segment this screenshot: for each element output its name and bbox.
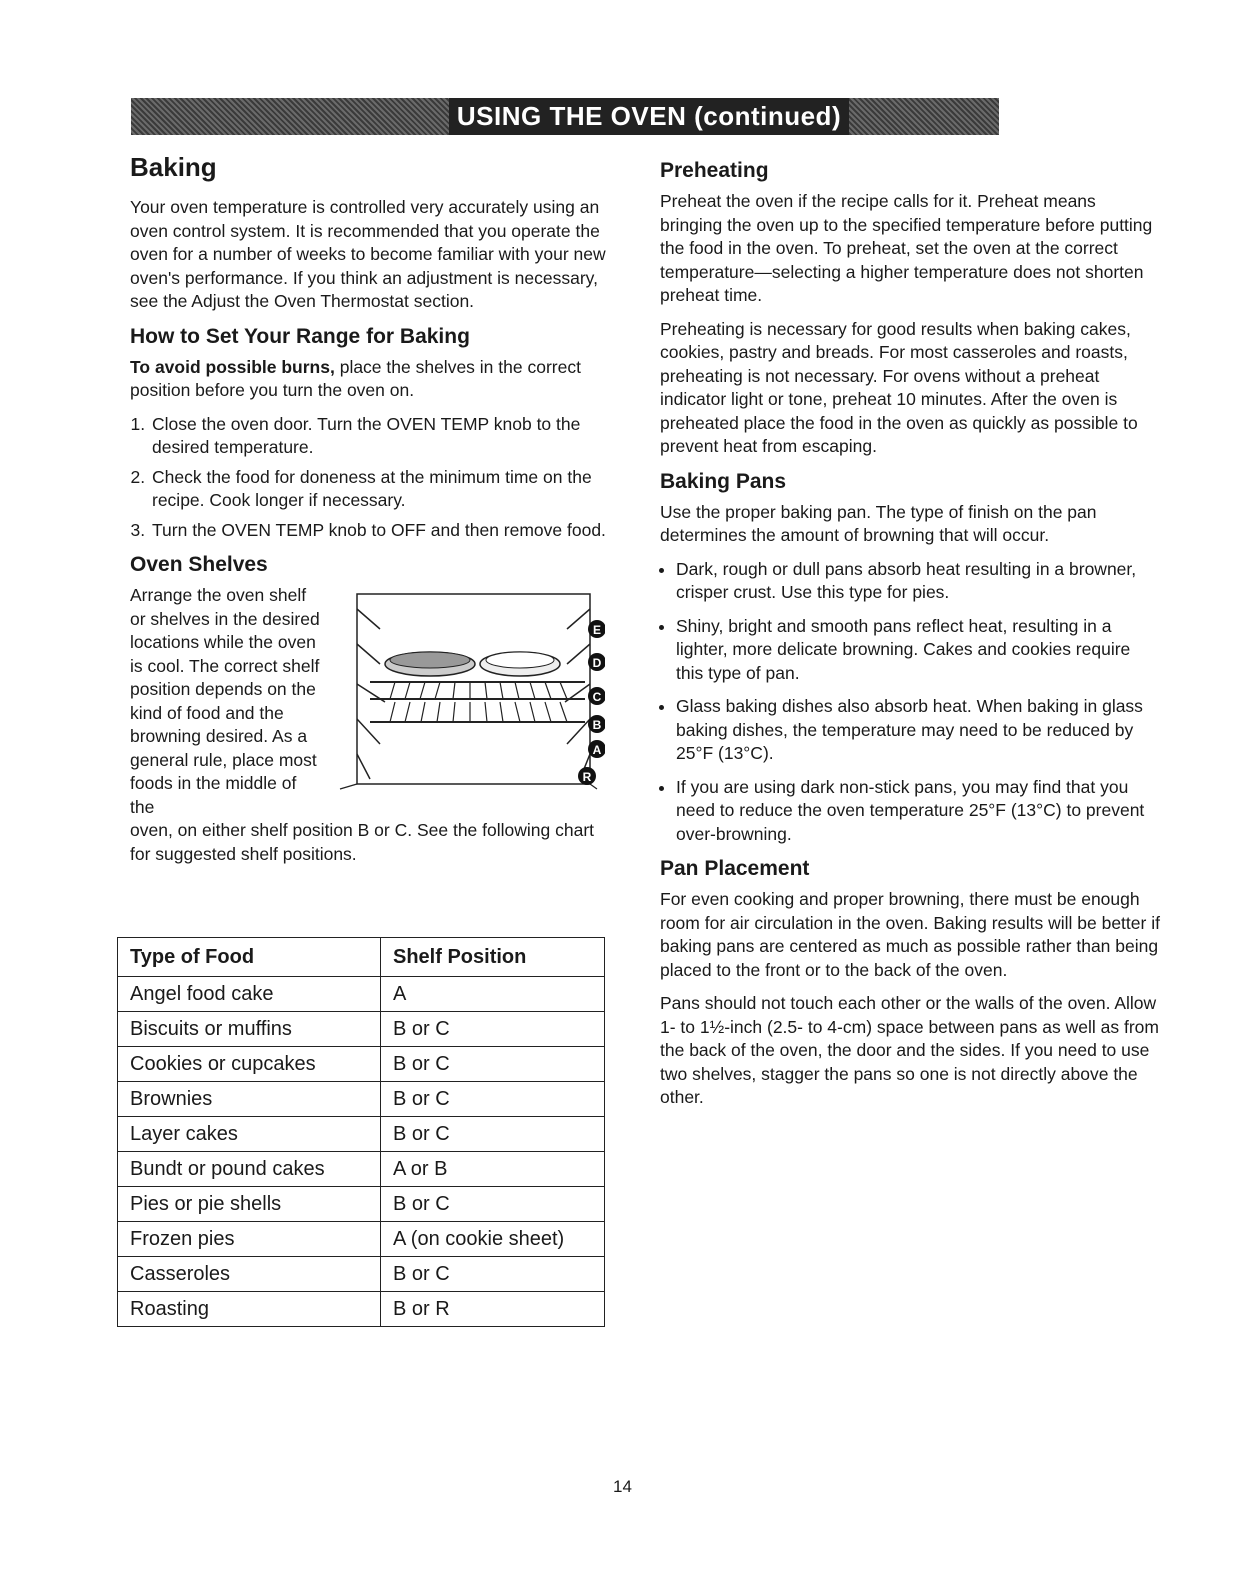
- shelves-heading: Oven Shelves: [130, 553, 268, 576]
- shelf-label: C: [592, 690, 602, 704]
- position-cell: B or R: [381, 1292, 605, 1327]
- banner-title: USING THE OVEN (continued): [456, 101, 842, 131]
- placement-heading: Pan Placement: [660, 857, 810, 880]
- table-row: [118, 1292, 605, 1327]
- position-cell: B or C: [381, 1187, 605, 1222]
- table-row: [118, 1012, 605, 1047]
- table-row: [118, 1047, 605, 1082]
- howto-lead: To avoid possible burns,: [130, 356, 335, 377]
- list-item: • Glass baking dishes also absorb heat. When baking in glass baking dishes, the temperature may need to be reduced by 25°F (13°C).: [676, 695, 1160, 766]
- step-item: 1. Close the oven door. Turn the OVEN TEMP knob to the desired temperature.: [150, 413, 610, 460]
- food-cell: Roasting: [118, 1292, 381, 1327]
- position-cell: A (on cookie sheet): [381, 1222, 605, 1257]
- placement-paragraph-2: Pans should not touch each other or the walls of the oven. Allow 1- to 1½-inch (2.5- to 4-cm) space between pans as well as from the back of the oven, the door and the sides. If you need to use two shelves, stagger the pans so one is not directly above the other.: [660, 993, 1159, 1107]
- page-number: 14: [613, 1477, 632, 1496]
- position-cell: B or C: [381, 1047, 605, 1082]
- shelves-block: [130, 584, 610, 819]
- table-row: [118, 1152, 605, 1187]
- baking-heading: Baking: [130, 152, 217, 182]
- pans-intro: Use the proper baking pan. The type of finish on the pan determines the amount of browning that will occur.: [660, 501, 1097, 545]
- step-item: 3. Turn the OVEN TEMP knob to OFF and then remove food.: [150, 519, 610, 543]
- shelves-body-a: Arrange the oven shelf or shelves in the desired locations while the oven is cool. The correct shelf position depends on the kind of food and the browning desired. As a general rule, place most foods in the middle of the: [130, 585, 320, 817]
- list-item: • Dark, rough or dull pans absorb heat resulting in a browner, crisper crust. Use this type for pies.: [676, 558, 1160, 605]
- shelf-label: A: [592, 743, 602, 757]
- shelf-position-table: [117, 937, 605, 1327]
- food-cell: Cookies or cupcakes: [118, 1047, 381, 1082]
- food-cell: Biscuits or muffins: [118, 1012, 381, 1047]
- oven-shelf-diagram: [335, 584, 605, 799]
- preheat-heading: Preheating: [660, 159, 769, 182]
- position-cell: A or B: [381, 1152, 605, 1187]
- howto-body: place the shelves in the correct position before you turn the oven on.: [130, 356, 581, 400]
- table-row: [118, 1257, 605, 1292]
- list-item: • Shiny, bright and smooth pans reflect heat, resulting in a lighter, more delicate browning. Cakes and cookies require this type of pan.: [676, 615, 1160, 686]
- table-row: [118, 1187, 605, 1222]
- howto-heading: How to Set Your Range for Baking: [130, 324, 470, 348]
- shelf-label-markers: [578, 620, 605, 785]
- shelf-label: D: [592, 656, 602, 670]
- section-banner: [131, 98, 999, 135]
- pans-heading: Baking Pans: [660, 469, 787, 493]
- shelf-label: R: [582, 770, 592, 784]
- pans-bullet-list: [660, 558, 1160, 847]
- position-cell: B or C: [381, 1082, 605, 1117]
- food-cell: Angel food cake: [118, 977, 381, 1012]
- shelf-label: E: [592, 623, 602, 637]
- baking-body: Your oven temperature is controlled very accurately using an oven control system. It is recommended that you operate the oven for a number of weeks to become familiar with your new oven's performance. If you think an adjustment is necessary, see the Adjust the Oven Thermostat section.: [130, 197, 606, 311]
- position-cell: A: [381, 977, 605, 1012]
- table-row: [118, 1222, 605, 1257]
- food-cell: Frozen pies: [118, 1222, 381, 1257]
- food-cell: Bundt or pound cakes: [118, 1152, 381, 1187]
- placement-paragraph-1: For even cooking and proper browning, there must be enough room for air circulation in the oven. Baking results will be better if baking pans are centered as much as possible rather than being placed to the front or to the back of the oven.: [660, 889, 1160, 980]
- column-header: Type of Food: [118, 938, 381, 977]
- preheat-paragraph-2: Preheating is necessary for good results when baking cakes, cookies, pastry and breads. For most casseroles and roasts, preheating is not necessary. For ovens without a preheat indicator light or tone, preheat 10 minutes. After the oven is preheated place the food in the oven as quickly as possible to prevent heat from escaping.: [660, 318, 1138, 456]
- shelves-body-b: oven, on either shelf position B or C. See the following chart for suggested shelf positions.: [130, 820, 595, 864]
- baking-steps: [130, 413, 610, 543]
- howto-paragraph: [130, 356, 610, 403]
- list-item: • If you are using dark non-stick pans, you may find that you need to reduce the oven temperature 25°F (13°C) to prevent over-browning.: [676, 776, 1160, 847]
- banner-title-box: [449, 98, 849, 135]
- column-header: Shelf Position: [381, 938, 605, 977]
- left-column: [130, 152, 610, 866]
- table-row: [118, 1082, 605, 1117]
- table-row: [118, 1117, 605, 1152]
- position-cell: B or C: [381, 1257, 605, 1292]
- food-cell: Brownies: [118, 1082, 381, 1117]
- food-cell: Pies or pie shells: [118, 1187, 381, 1222]
- shelf-label: B: [592, 718, 602, 732]
- preheat-paragraph-1: Preheat the oven if the recipe calls for it. Preheat means bringing the oven up to the specified temperature before putting the food in the oven. To preheat, set the oven at the correct temperature—selecting a higher temperature does not shorten preheat time.: [660, 191, 1153, 305]
- food-cell: Layer cakes: [118, 1117, 381, 1152]
- position-cell: B or C: [381, 1012, 605, 1047]
- table-header-row: [118, 938, 605, 977]
- step-item: 2. Check the food for doneness at the minimum time on the recipe. Cook longer if necessary.: [150, 466, 610, 513]
- right-column: [660, 158, 1160, 1120]
- food-cell: Casseroles: [118, 1257, 381, 1292]
- table-row: [118, 977, 605, 1012]
- position-cell: B or C: [381, 1117, 605, 1152]
